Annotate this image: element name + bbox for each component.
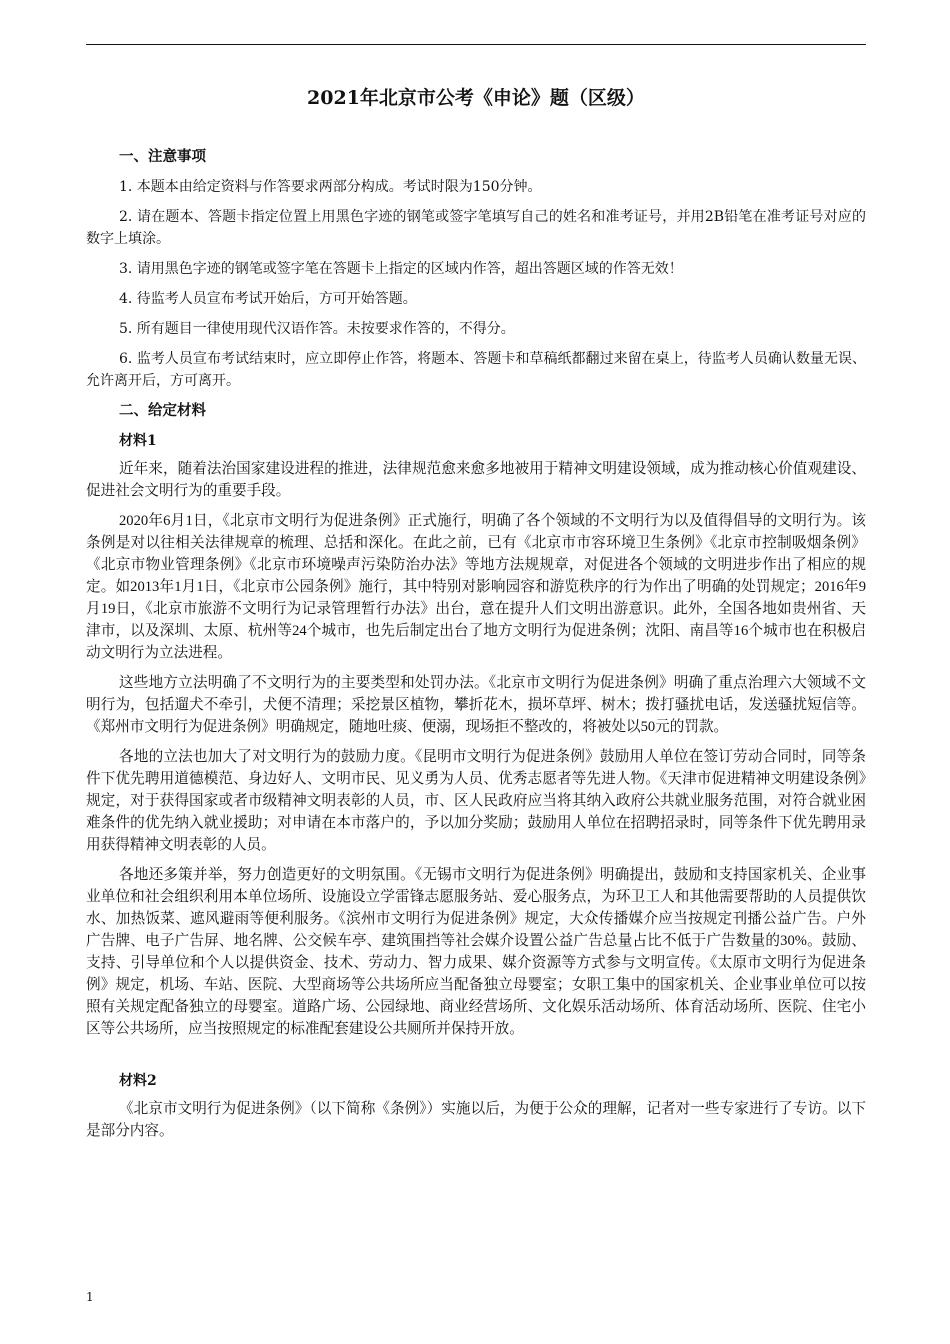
page-number: 1 <box>86 1290 94 1304</box>
material-1-paragraph: 各地还多策并举，努力创造更好的文明氛围。《无锡市文明行为促进条例》明确提出，鼓励和支持国家机关、企业事业单位和社会组织利用本单位场所、设施设立学雷锋志愿服务站、爱心服务点，为环卫工人和其他需要帮助的人员提供饮水、加热饭菜、遮风避雨等便利服务。《滨州市文明行为促进条例》规定，大众传播媒介应当按规定刊播公益广告。户外广告牌、电子广告屏、地名牌、公交候车亭、建筑围挡等社会媒介设置公益广告总量占比不低于广告数量的30%。鼓励、支持、引导单位和个人以提供资金、技术、劳动力、智力成果、媒介资源等方式参与文明宣传。《太原市文明行为促进条例》规定，机场、车站、医院、大型商场等公共场所应当配备独立母婴室；女职工集中的国家机关、企业事业单位可以按照有关规定配备独立的母婴室。道路广场、公园绿地、商业经营场所、文化娱乐活动场所、体育活动场所、医院、住宅小区等公共场所，应当按照规定的标准配套建设公共厕所并保持开放。 <box>86 867 866 1037</box>
material-2-title: 材料2 <box>119 1073 157 1089</box>
material-1-paragraph: 这些地方立法明确了不文明行为的主要类型和处罚办法。《北京市文明行为促进条例》明确了重点治理六大领域不文明行为，包括遛犬不牵引，犬便不清理；采挖景区植物，攀折花木，损坏草坪、树木；拨打骚扰电话，发送骚扰短信等。《郑州市文明行为促进条例》明确规定，随地吐痰、便溺，现场拒不整改的，将被处以50元的罚款。 <box>86 675 866 735</box>
notice-item: 3. 请用黑色字迹的钢笔或签字笔在答题卡上指定的区域内作答，超出答题区域的作答无效！ <box>119 261 683 277</box>
document-body <box>86 146 866 1150</box>
notice-item: 6. 监考人员宣布考试结束时，应立即停止作答，将题本、答题卡和草稿纸都翻过来留在桌上，待监考人员确认数量无误、允许离开后，方可离开。 <box>86 351 866 389</box>
notice-item: 1. 本题本由给定资料与作答要求两部分构成。考试时限为150分钟。 <box>119 179 542 195</box>
document-title: 2021年北京市公考《申论》题（区级） <box>307 87 645 109</box>
section-heading-materials: 二、给定材料 <box>119 402 206 419</box>
material-1-paragraph: 各地的立法也加大了对文明行为的鼓励力度。《昆明市文明行为促进条例》鼓励用人单位在签订劳动合同时，同等条件下优先聘用道德模范、身边好人、文明市民、见义勇为人员、优秀志愿者等先进人物。《天津市促进精神文明建设条例》规定，对于获得国家或者市级精神文明表彰的人员，市、区人民政府应当将其纳入政府公共就业服务范围，对符合就业困难条件的优先纳入就业援助；对申请在本市落户的，予以加分奖励；鼓励用人单位在招聘招录时，同等条件下优先聘用录用获得精神文明表彰的人员。 <box>86 749 866 853</box>
header-rule <box>86 44 866 45</box>
notice-item: 5. 所有题目一律使用现代汉语作答。未按要求作答的，不得分。 <box>119 321 515 337</box>
material-2-paragraph: 《北京市文明行为促进条例》（以下简称《条例》）实施以后，为便于公众的理解，记者对一些专家进行了专访。以下是部分内容。 <box>86 1101 866 1139</box>
notice-item: 2. 请在题本、答题卡指定位置上用黑色字迹的钢笔或签字笔填写自己的姓名和准考证号，并用2B铅笔在准考证号对应的数字上填涂。 <box>86 209 866 247</box>
material-1-title: 材料1 <box>119 433 157 449</box>
section-heading-notices: 一、注意事项 <box>119 148 206 165</box>
material-1-paragraph: 近年来，随着法治国家建设进程的推进，法律规范愈来愈多地被用于精神文明建设领域，成为推动核心价值观建设、促进社会文明行为的重要手段。 <box>86 461 866 499</box>
material-1-paragraph: 2020年6月1日，《北京市文明行为促进条例》正式施行，明确了各个领域的不文明行为以及值得倡导的文明行为。该条例是对以往相关法律规章的梳理、总括和深化。在此之前，已有《北京市市容环境卫生条例》《北京市控制吸烟条例》《北京市物业管理条例》《北京市环境噪声污染防治办法》等地方法规规章，对促进各个领域的文明进步作出了相应的规定。如2013年1月1日，《北京市公园条例》施行，其中特别对影响园容和游览秩序的行为作出了明确的处罚规定；2016年9月19日，《北京市旅游不文明行为记录管理暂行办法》出台，意在提升人们文明出游意识。此外，全国各地如贵州省、天津市，以及深圳、太原、杭州等24个城市，也先后制定出台了地方文明行为促进条例；沈阳、南昌等16个城市也在积极启动文明行为立法进程。 <box>86 513 866 661</box>
section-spacer <box>86 1048 866 1070</box>
notice-item: 4. 待监考人员宣布考试开始后，方可开始答题。 <box>119 291 417 307</box>
